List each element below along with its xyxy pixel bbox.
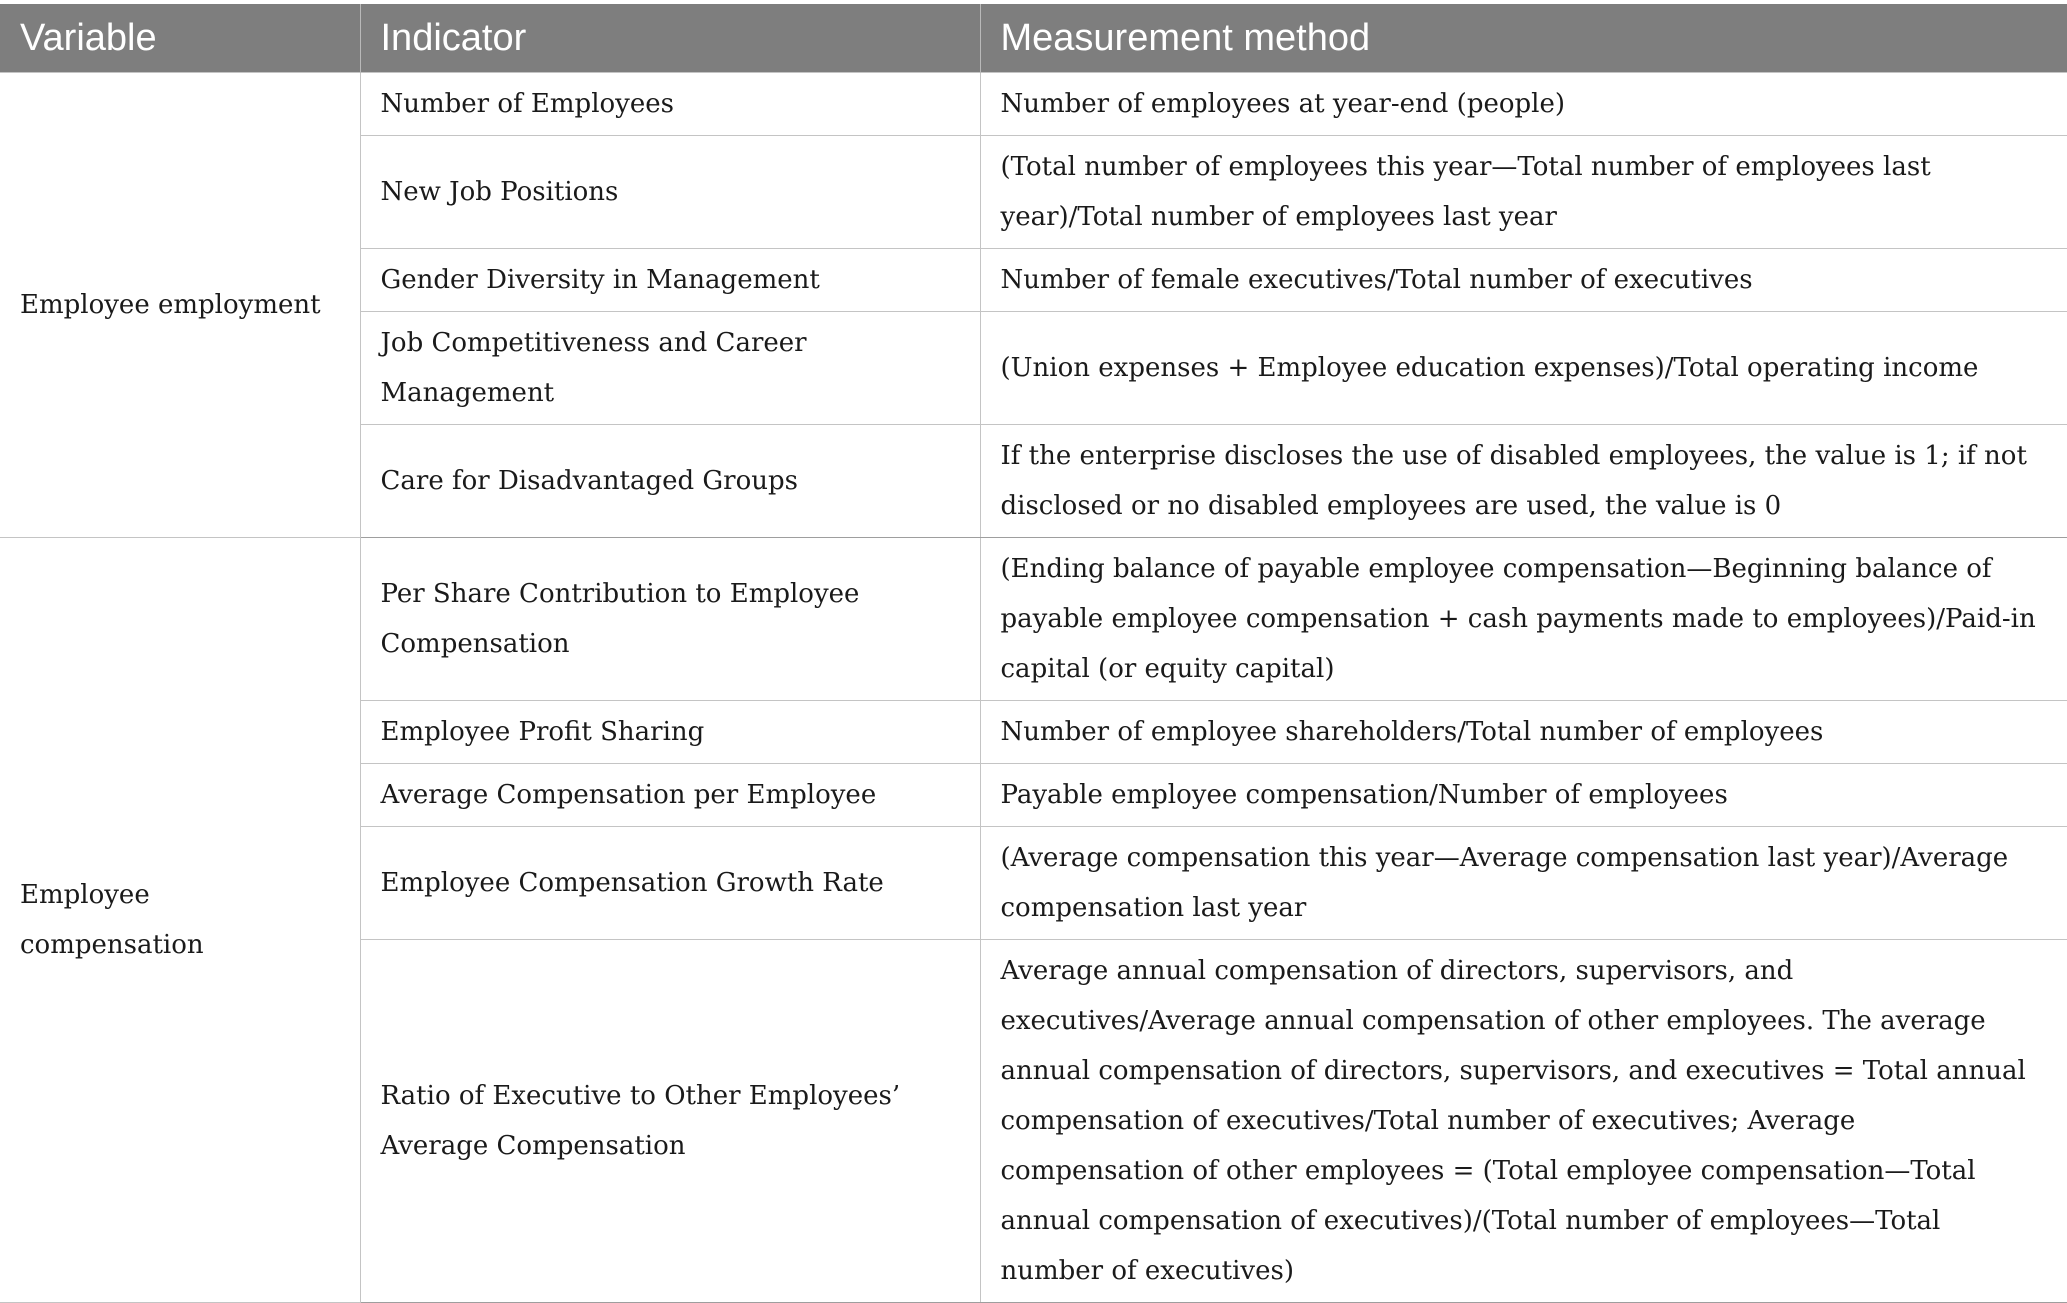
method-cell: Number of employees at year-end (people) (980, 73, 2067, 136)
indicator-cell: Care for Disadvantaged Groups (360, 425, 980, 538)
indicator-cell: New Job Positions (360, 136, 980, 249)
method-cell: Average annual compensation of directors, supervisors, and executives/Average annual compensation of other employees. The average annual compensation of directors, supervisors, and executives = Total annual compensation of executives/Total number of executives; Average compensation of other employees = (Total employee compensation—Total annual compensation of executives)/(Total number of employees—Total number of executives) (980, 940, 2067, 1303)
indicator-cell: Ratio of Executive to Other Employees’ Average Compensation (360, 940, 980, 1303)
indicator-cell: Per Share Contribution to Employee Compensation (360, 538, 980, 701)
table-row (0, 73, 2067, 136)
header-variable: Variable (0, 4, 360, 73)
method-cell: (Average compensation this year—Average compensation last year)/Average compensation last year (980, 827, 2067, 940)
variable-cell-compensation: Employee compensation (0, 538, 360, 1303)
indicator-cell: Employee Profit Sharing (360, 701, 980, 764)
method-cell: Payable employee compensation/Number of employees (980, 764, 2067, 827)
indicator-cell: Employee Compensation Growth Rate (360, 827, 980, 940)
indicator-cell: Average Compensation per Employee (360, 764, 980, 827)
table-row (0, 538, 2067, 701)
method-cell: (Total number of employees this year—Total number of employees last year)/Total number of employees last year (980, 136, 2067, 249)
indicator-cell: Gender Diversity in Management (360, 249, 980, 312)
method-cell: Number of employee shareholders/Total number of employees (980, 701, 2067, 764)
method-cell: Number of female executives/Total number of executives (980, 249, 2067, 312)
variables-table (0, 4, 2067, 1303)
method-cell: If the enterprise discloses the use of disabled employees, the value is 1; if not disclosed or no disabled employees are used, the value is 0 (980, 425, 2067, 538)
variable-cell-employment: Employee employment (0, 73, 360, 538)
header-indicator: Indicator (360, 4, 980, 73)
method-cell: (Union expenses + Employee education expenses)/Total operating income (980, 312, 2067, 425)
indicator-cell: Job Competitiveness and Career Management (360, 312, 980, 425)
method-cell: (Ending balance of payable employee compensation—Beginning balance of payable employee compensation + cash payments made to employees)/Paid-in capital (or equity capital) (980, 538, 2067, 701)
indicator-cell: Number of Employees (360, 73, 980, 136)
header-measurement-method: Measurement method (980, 4, 2067, 73)
header-row (0, 4, 2067, 73)
